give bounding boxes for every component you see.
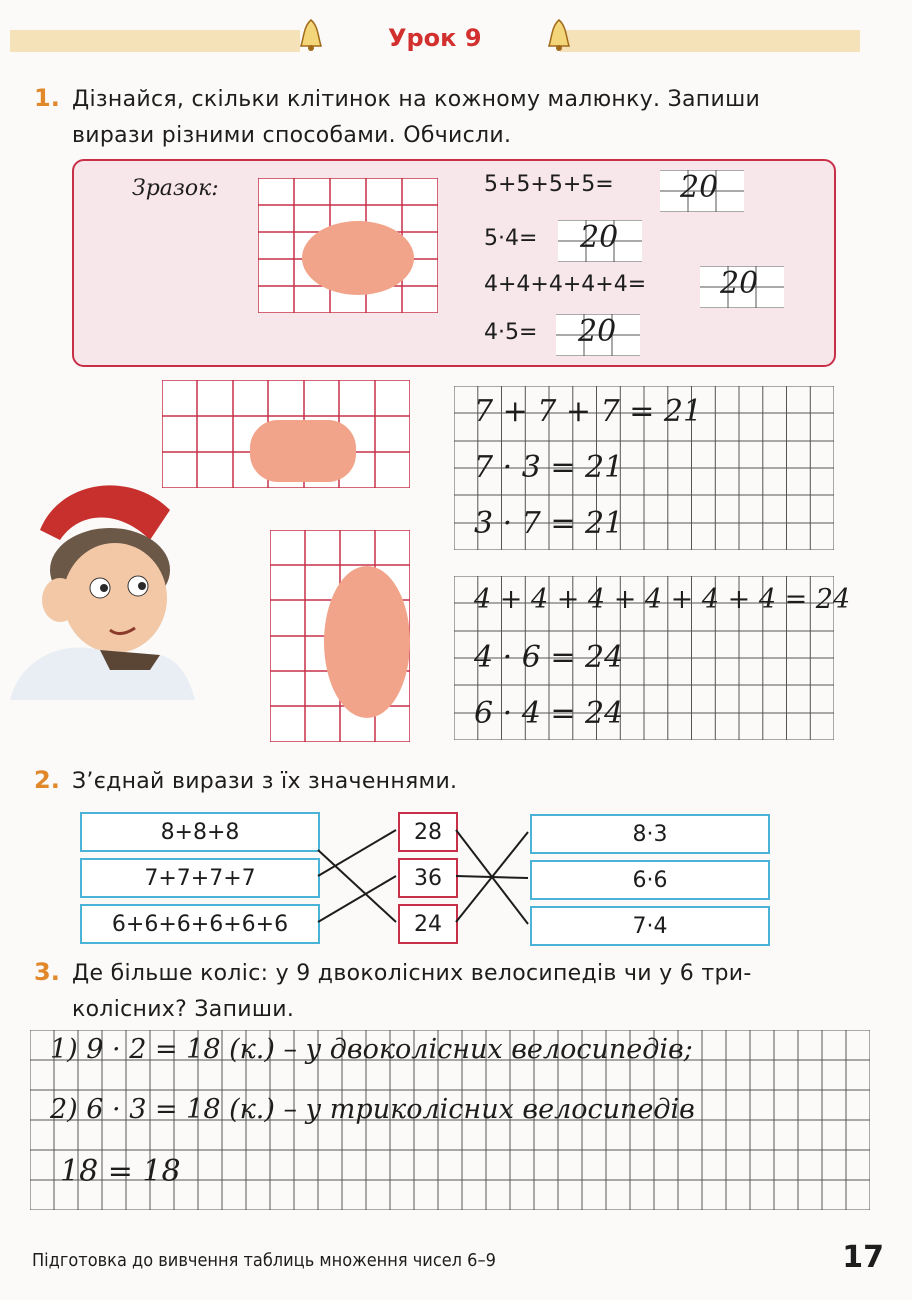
grid1-answer-1: 7 + 7 + 7 = 21 xyxy=(474,394,703,429)
grid2-answer-3: 6 · 4 = 24 xyxy=(474,696,624,731)
oval-shape xyxy=(324,566,410,718)
task1-text-line2: вирази різними способами. Обчисли. xyxy=(72,123,512,148)
bell-icon xyxy=(298,18,324,52)
oval-shape xyxy=(302,221,414,295)
rounded-shape xyxy=(250,420,356,482)
expr-right-3[interactable]: 7·4 xyxy=(530,906,770,946)
page-number: 17 xyxy=(842,1240,884,1275)
sample-answer-1: 20 xyxy=(680,170,719,205)
expr-left-1[interactable]: 8+8+8 xyxy=(80,812,320,852)
bell-icon xyxy=(546,18,572,52)
grid2-answer-2: 4 · 6 = 24 xyxy=(474,640,624,675)
expr-left-2[interactable]: 7+7+7+7 xyxy=(80,858,320,898)
sample-grid xyxy=(258,178,438,313)
task3-answer-1: 1) 9 · 2 = 18 (к.) – у двоколісних велосипедів; xyxy=(50,1034,693,1065)
sample-expr-3: 4+4+4+4+4= xyxy=(484,272,647,297)
value-middle-2[interactable]: 36 xyxy=(398,858,458,898)
header-band-right xyxy=(560,30,860,52)
grid1-answer-3: 3 · 7 = 21 xyxy=(474,506,624,541)
task2-text: З’єднай вирази з їх значеннями. xyxy=(72,769,458,794)
footer-caption: Підготовка до вивчення таблиць множення чисел 6–9 xyxy=(32,1250,496,1271)
grid1-answer-2: 7 · 3 = 21 xyxy=(474,450,624,485)
sample-label: Зразок: xyxy=(132,176,219,201)
task3-text-line1: Де більше коліс: у 9 двоколісних велосипедів чи у 6 три- xyxy=(72,961,752,986)
sample-answer-4: 20 xyxy=(578,314,617,349)
task3-answer-3: 18 = 18 xyxy=(60,1154,181,1189)
task1-number: 1. xyxy=(34,84,60,112)
value-middle-1[interactable]: 28 xyxy=(398,812,458,852)
task2-number: 2. xyxy=(34,766,60,794)
expr-left-3[interactable]: 6+6+6+6+6+6 xyxy=(80,904,320,944)
expr-right-1[interactable]: 8·3 xyxy=(530,814,770,854)
sample-expr-2: 5·4= xyxy=(484,226,538,251)
sample-answer-2: 20 xyxy=(580,220,619,255)
picture-grid-2 xyxy=(270,530,410,742)
lesson-title: Урок 9 xyxy=(388,24,482,52)
boy-illustration xyxy=(0,470,200,700)
header-band-left xyxy=(10,30,300,52)
expr-right-2[interactable]: 6·6 xyxy=(530,860,770,900)
grid2-answer-1: 4 + 4 + 4 + 4 + 4 + 4 = 24 xyxy=(474,584,851,615)
sample-answer-3: 20 xyxy=(720,266,759,301)
task1-text-line1: Дізнайся, скільки клітинок на кожному малюнку. Запиши xyxy=(72,87,761,112)
sample-expr-1: 5+5+5+5= xyxy=(484,172,614,197)
sample-expr-4: 4·5= xyxy=(484,320,538,345)
task3-text-line2: колісних? Запиши. xyxy=(72,997,295,1022)
task3-number: 3. xyxy=(34,958,60,986)
task3-answer-2: 2) 6 · 3 = 18 (к.) – у триколісних велосипедів xyxy=(50,1094,695,1125)
value-middle-3[interactable]: 24 xyxy=(398,904,458,944)
